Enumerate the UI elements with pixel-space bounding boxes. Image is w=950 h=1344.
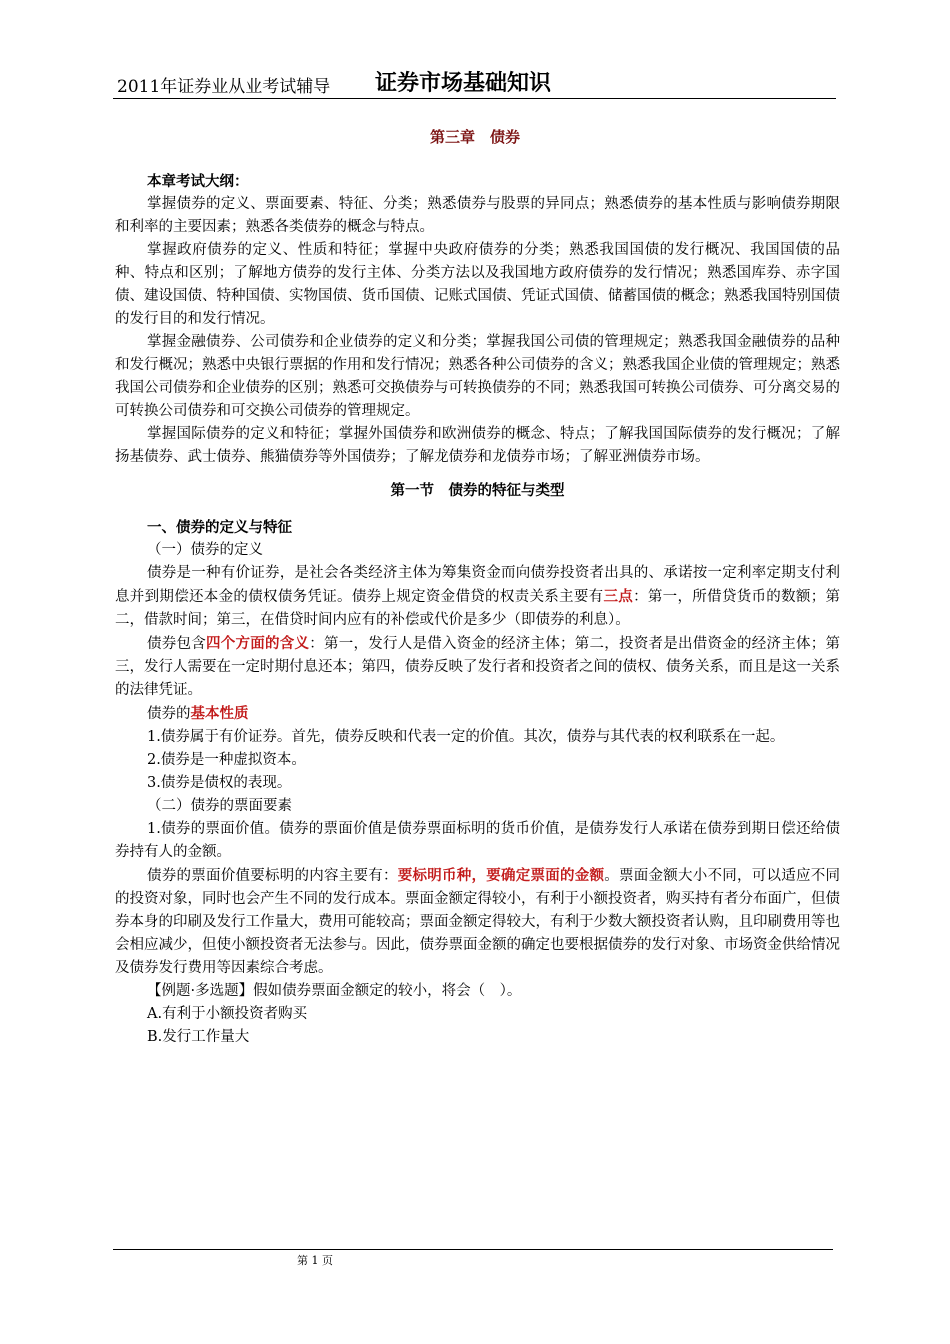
text-run: ：第一，所借贷货币的数额；第二，借款时间；第三，在借贷时间内应有的补偿或代价是多少（即债券的利息）。 bbox=[115, 589, 841, 628]
nature-item-3: 3.债券是债权的表现。 bbox=[147, 775, 292, 791]
footer-divider bbox=[113, 1249, 833, 1250]
header-title: 证券市场基础知识 bbox=[375, 70, 552, 96]
text-run: 债券包含 bbox=[147, 636, 206, 652]
outline-paragraph-4: 掌握国际债券的定义和特征；掌握外国债券和欧洲债券的概念、特点；了解我国国际债券的发行概况；了解扬基债券、武士债券、熊猫债券等外国债券；了解龙债券和龙债券市场；了解亚洲债券市场。 bbox=[115, 426, 840, 465]
definition-paragraph bbox=[115, 562, 840, 632]
text-run: 。票面金额大小不同，可以适应不同的投资对象，同时也会产生不同的发行成本。票面金额定得较小，有利于小额投资者，购买持有者分布面广，但债券本身的印刷及发行工作量大，费用可能较高；票面金额定得较大，有利于少数大额投资者认购，且印刷费用等也会相应减少，但使小额投资者无法参与。因此，债券票面金额的确定也要根据债券的发行对象、市场资金供给情况及债券发行费用等因素综合考虑。 bbox=[115, 868, 840, 976]
document-body bbox=[115, 170, 840, 1049]
nature-item-1: 1.债券属于有价证券。首先，债券反映和代表一定的价值。其次，债券与其代表的权利联系在一起。 bbox=[147, 729, 785, 745]
outline-paragraph-2: 掌握政府债券的定义、性质和特征；掌握中央政府债券的分类；熟悉我国国债的发行概况、我国国债的品种、特点和区别；了解地方债券的发行主体、分类方法以及我国地方政府债券的发行情况；熟悉国库券、赤字国债、建设国债、特种国债、实物国债、货币国债、记账式国债、凭证式国债、储蓄国债的概念；熟悉我国特别国债的发行目的和发行情况。 bbox=[115, 242, 840, 327]
nature-heading bbox=[115, 702, 840, 726]
option-a: A.有利于小额投资者购买 bbox=[147, 1006, 308, 1022]
page-header bbox=[113, 62, 836, 99]
example-question: 【例题·多选题】假如债券票面金额定的较小，将会（ ）。 bbox=[147, 983, 522, 999]
outline-heading: 本章考试大纲： bbox=[147, 173, 249, 190]
chapter-title: 第三章 债券 bbox=[429, 128, 520, 146]
face-value-paragraph: 1.债券的票面价值。债券的票面价值是债券票面标明的货币价值，是债券发行人承诺在债券到期日偿还给债券持有人的金额。 bbox=[115, 821, 840, 860]
nature-item-2: 2.债券是一种虚拟资本。 bbox=[147, 752, 306, 768]
highlight-three-points: 三点 bbox=[603, 588, 634, 605]
outline-paragraph-1: 掌握债券的定义、票面要素、特征、分类；熟悉债券与股票的异同点；熟悉债券的基本性质与影响债券期限和利率的主要因素；熟悉各类债券的概念与特点。 bbox=[115, 196, 840, 235]
subheading-elements: （二）债券的票面要素 bbox=[147, 798, 292, 814]
highlight-four-meanings: 四个方面的含义 bbox=[206, 635, 310, 652]
subheading-definition: （一）债券的定义 bbox=[147, 542, 263, 558]
highlight-currency-amount: 要标明币种，要确定票面的金额 bbox=[397, 867, 605, 884]
text-run: 债券是一种有价证券，是社会各类经济主体为筹集资金而向债券投资者出具的、承诺按一定利率定期支付利息并到期偿还本金的债权债务凭证。债券上规定资金借贷的权责关系主要有 bbox=[115, 565, 840, 605]
part-heading: 一、债券的定义与特征 bbox=[147, 519, 292, 536]
text-run: 债券的票面价值要标明的内容主要有： bbox=[147, 868, 398, 884]
section-title: 第一节 债券的特征与类型 bbox=[390, 482, 565, 499]
outline-paragraph-3: 掌握金融债券、公司债券和企业债券的定义和分类；掌握我国公司债的管理规定；熟悉我国金融债券的品种和发行概况；熟悉中央银行票据的作用和发行情况；熟悉各种公司债券的含义；熟悉我国企业债的管理规定；熟悉我国公司债券和企业债券的区别；熟悉可交换债券与可转换债券的不同；熟悉我国可转换公司债券、可分离交易的可转换公司债券和可交换公司债券的管理规定。 bbox=[115, 334, 840, 419]
header-subtitle: 2011年证券业从业考试辅导 bbox=[117, 77, 331, 97]
page-number: 第 1 页 bbox=[297, 1254, 333, 1267]
face-value-content-paragraph bbox=[115, 864, 840, 980]
option-b: B.发行工作量大 bbox=[147, 1029, 250, 1045]
text-run: 债券的 bbox=[147, 706, 191, 722]
highlight-basic-nature: 基本性质 bbox=[190, 705, 249, 722]
meaning-paragraph bbox=[115, 632, 840, 702]
text-run: ：第一，发行人是借入资金的经济主体；第二，投资者是出借资金的经济主体；第三，发行人需要在一定时期付息还本；第四，债券反映了发行者和投资者之间的债权、债务关系，而且是这一关系的法律凭证。 bbox=[115, 636, 840, 698]
